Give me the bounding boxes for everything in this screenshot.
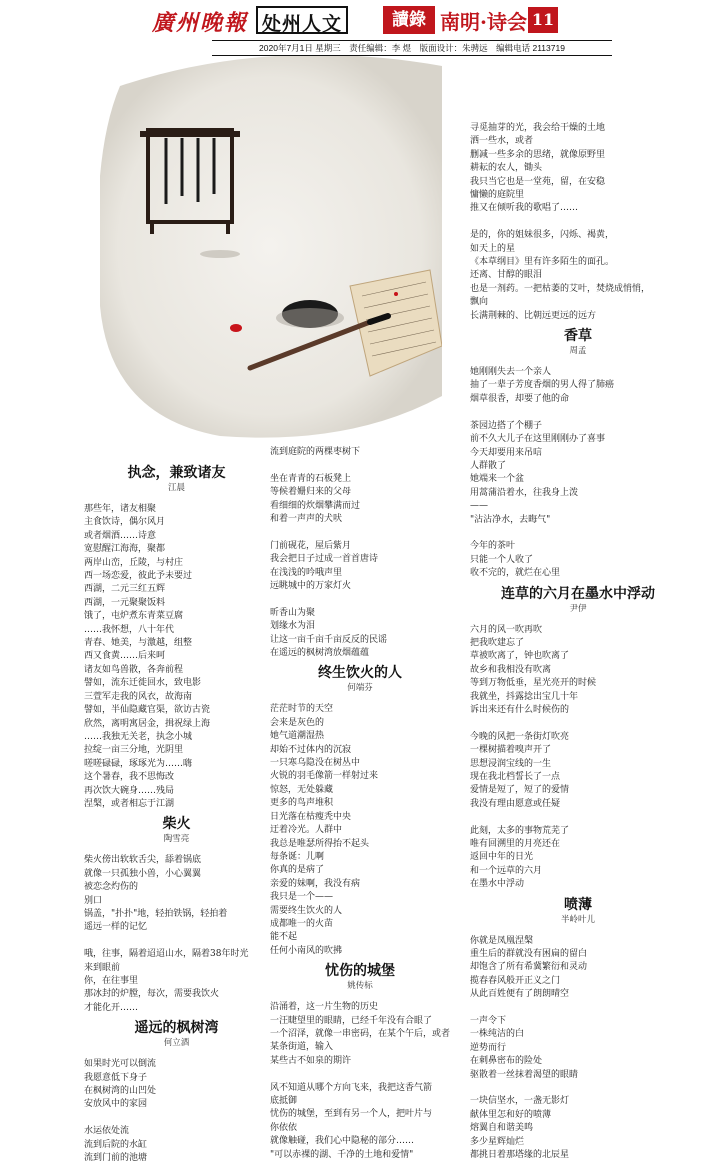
poem-line: 哦，往事，隔着迢迢山水，隔着38年时光 bbox=[84, 949, 249, 960]
poem-line: 会来是灰色的 bbox=[270, 717, 325, 728]
poem-line: 重生后的群就没有困扁的留白 bbox=[470, 949, 588, 960]
column-middle bbox=[270, 446, 450, 1162]
poem-line: 更多的鸟声堆积 bbox=[270, 798, 334, 809]
poem-line bbox=[470, 1002, 686, 1015]
poem-line: 三萱军走我的风衣，故海南 bbox=[84, 691, 193, 702]
poem-line: 返回中年的日光 bbox=[470, 852, 534, 863]
poem-line: 再次饮大碗身……残局 bbox=[84, 785, 175, 796]
poem-line: 某些古不如泉的期许 bbox=[270, 1055, 352, 1066]
column-left bbox=[84, 460, 269, 1162]
poem-line bbox=[470, 1082, 686, 1095]
poem-line: 故乡和我相没有吹离 bbox=[470, 664, 552, 675]
poem-line: 拉绽一亩三分地，光阴里 bbox=[84, 745, 184, 756]
masthead bbox=[0, 0, 708, 40]
poem-line: 水运依处流 bbox=[84, 1126, 130, 1137]
poem-title-penbo: 喷薄 bbox=[564, 896, 592, 913]
poem-line: 思想浸润宝线的一生 bbox=[470, 758, 552, 769]
poem-line: 一块信坚水，一盏无影灯 bbox=[470, 1096, 570, 1107]
poem-line: 六月的风一吹再吹 bbox=[470, 624, 543, 635]
poem-line: 此刻，太多的事物荒芜了 bbox=[470, 825, 570, 836]
poem-line: 能不起 bbox=[270, 932, 298, 943]
poem-line bbox=[470, 406, 686, 419]
poem-line: 某条街道，输入 bbox=[270, 1042, 334, 1053]
poem-line: 流到庭院的两棵枣树下 bbox=[270, 447, 361, 457]
poem-line: 看细细的炊烟攀满而过 bbox=[270, 500, 361, 511]
poem-line: 长满荆棘的、比朝远更远的远方 bbox=[470, 310, 597, 321]
poem-line: 诉出来还有什么时候伤的 bbox=[470, 704, 570, 715]
poem-line: 飘向 bbox=[470, 297, 489, 308]
poem-line: 划缘水为泪 bbox=[270, 621, 316, 632]
poem-body bbox=[84, 854, 269, 1015]
poem-line: 一只寒乌隐没在树丛中 bbox=[270, 758, 361, 769]
poem-line: 多少星辉灿烂 bbox=[470, 1136, 525, 1147]
poem-line: 任何小南风的吹拂 bbox=[270, 945, 343, 956]
poem-line: 把我吹建忘了 bbox=[470, 637, 525, 648]
poem-line: 才能化开…… bbox=[84, 1002, 139, 1013]
poem-line bbox=[270, 526, 450, 539]
poem-line: 和一个远草的六月 bbox=[470, 865, 543, 876]
poem-line bbox=[84, 1112, 269, 1125]
poem-body bbox=[270, 1001, 450, 1162]
poem-line: 你就是凤凰涅槃 bbox=[470, 935, 534, 946]
poem-line: 献体里怎和好的喷薄 bbox=[470, 1109, 552, 1120]
poem-line: 收不完的，就烂在心里 bbox=[470, 568, 561, 579]
ink-painting-illustration bbox=[100, 56, 442, 438]
poem-line: 驱散着一丝抹着渴望的眼睛 bbox=[470, 1069, 579, 1080]
poem-line: 今天却要用来吊唁 bbox=[470, 447, 543, 458]
poem-line: 却饱含了所有希冀繁衍和灵动 bbox=[470, 962, 588, 973]
poem-author-chaihuo: 陶雪亮 bbox=[163, 834, 190, 845]
poem-body bbox=[84, 1058, 269, 1162]
poem-line: 我就坐，抖露捻出宝几十年 bbox=[470, 691, 579, 702]
poem-line: 我愿意低下身子 bbox=[84, 1072, 148, 1083]
poem-line: 却始不过体内的沉寂 bbox=[270, 744, 352, 755]
poem-line: 你真的是病了 bbox=[270, 865, 325, 876]
newspaper-logo: 廣州晚報 bbox=[152, 10, 249, 36]
poem-line: 揽春春风般开正义之门 bbox=[470, 975, 561, 986]
poem-line: 风不知道从哪个方向飞来，我把这香气箭 bbox=[270, 1082, 433, 1093]
poem-line: 宽慰醒江海海，聚都 bbox=[84, 544, 166, 555]
poem-line: 用蒿蒲沿着水，往我身上泼 bbox=[470, 487, 579, 498]
poem-line: 日光落在枯瘦秃中央 bbox=[270, 811, 352, 822]
poem-line: 嗟嗟碌碌，琢琢光为……嗨 bbox=[84, 758, 193, 769]
poem-line: 流到后院的水缸 bbox=[84, 1139, 148, 1150]
poem-line: 耕耘的农人，锄头 bbox=[470, 163, 543, 174]
poem-title-zhinian: 执念，兼致诸友 bbox=[127, 465, 226, 481]
poem-line: 在枫树湾的山凹处 bbox=[84, 1086, 157, 1097]
poem-line: 一棵树描着嗅声开了 bbox=[470, 745, 552, 756]
poem-body bbox=[470, 122, 686, 323]
poem-line: 坐在青青的石板凳上 bbox=[270, 473, 352, 484]
poem-line: 柴火傍出软软舌尖，舔着锅底 bbox=[84, 855, 202, 866]
poem-line: "沾沾净水，去晦气" bbox=[470, 514, 551, 525]
poem-title-chaihuo: 柴火 bbox=[162, 816, 191, 833]
poem-line: 她气道潮湿热 bbox=[270, 731, 325, 742]
poem-line: 我总是唯瑟所得抬不起头 bbox=[270, 838, 370, 849]
poem-line: 惊怒，无处躲藏 bbox=[270, 784, 334, 795]
poem-line: 你依依 bbox=[270, 1122, 298, 1133]
poem-line: 那冰封的炉膛，每次，需要我饮火 bbox=[84, 989, 220, 1000]
poem-author-fengshuwan: 何立酒 bbox=[163, 1038, 190, 1049]
poem-line: 每条诞：儿啊 bbox=[270, 851, 325, 862]
poem-line: 茶园边搭了个棚子 bbox=[470, 420, 543, 431]
poem-line: 是的，你的姐妹很多，闪烁、褐黄， bbox=[470, 230, 615, 241]
poem-line: 两岸山峦，丘陵，与村庄 bbox=[84, 557, 184, 568]
poem-author-chengbao: 姚传标 bbox=[347, 981, 373, 992]
poem-line: 从此百姓便有了朗朗晴空 bbox=[470, 989, 570, 1000]
poem-line: 我没有理由愿意或任疑 bbox=[470, 798, 561, 809]
poem-line: 等到万物低垂，星光亮开的时候 bbox=[470, 678, 597, 689]
poem-body bbox=[270, 446, 450, 660]
poem-line: 我会把日子过成一首首唐诗 bbox=[270, 554, 379, 565]
poem-line: 在墨水中浮动 bbox=[470, 879, 525, 890]
poem-line bbox=[84, 935, 269, 948]
poem-line: 西一场恋爱，彼此予未要过 bbox=[84, 571, 193, 582]
poem-line: 远眺城中的万家灯火 bbox=[270, 581, 352, 592]
poem-line: 成都唯一的火苗 bbox=[270, 918, 334, 929]
poem-body bbox=[470, 624, 686, 892]
poem-title-fengshuwan: 遥远的枫树湾 bbox=[134, 1020, 219, 1037]
poem-line: 她刚刚失去一个亲人 bbox=[470, 367, 552, 378]
poem-line: 茫茫时节的天空 bbox=[270, 704, 334, 715]
poem-line: 我只当它也是一堂苑，留，在安稳 bbox=[470, 176, 606, 187]
poem-line: 都挑日着那塔缘的北辰星 bbox=[470, 1150, 570, 1161]
poem-line: 诸友如鸟兽散，各奔前程 bbox=[84, 664, 184, 675]
poem-line: 或者烟酒……诗意 bbox=[84, 530, 157, 541]
poem-line: 西湖，一元聚聚饭料 bbox=[84, 597, 166, 608]
poem-line: 底抵御 bbox=[270, 1096, 298, 1106]
poem-line: 青春、她美，与激越，组整 bbox=[84, 638, 193, 649]
poem-line: 一汪睫望里的眼睛，已经千年没有合眼了 bbox=[270, 1015, 433, 1026]
poem-line: 别口 bbox=[84, 895, 103, 906]
poem-line: 等候着姗归来的父母 bbox=[270, 487, 352, 498]
poem-line: 门前砚花，屋后紫月 bbox=[270, 540, 352, 551]
poem-title-chengbao: 忧伤的城堡 bbox=[325, 963, 395, 980]
ink-painting-svg bbox=[100, 56, 442, 438]
poem-line: 一个沼泽，就像一串密码，在某个午后，或者 bbox=[270, 1028, 450, 1039]
poem-title-liuyue: 连草的六月在墨水中浮动 bbox=[501, 585, 655, 602]
poem-line: 今年的茶叶 bbox=[470, 541, 516, 552]
poem-line: 亲爱的妹啊，我没有病 bbox=[270, 878, 361, 889]
poem-body bbox=[470, 935, 686, 1162]
poem-line: 就像触碰，我们心中隐秘的部分…… bbox=[270, 1136, 415, 1147]
poem-line: 一株纯洁的白 bbox=[470, 1029, 525, 1040]
poem-line: 主食饮诗，偶尔风月 bbox=[84, 517, 166, 528]
poem-line: 就像一只孤独小兽，小心翼翼 bbox=[84, 868, 202, 879]
poem-line: 那些年，诸友相聚 bbox=[84, 504, 157, 514]
poem-line: 和着一声声的犬吠 bbox=[270, 514, 343, 525]
poem-line: 忧伤的城堡，至到有另一个人，把叶片与 bbox=[270, 1109, 433, 1120]
poem-line: 遥远一样的记忆 bbox=[84, 922, 148, 933]
poem-line: 需要终生饮火的人 bbox=[270, 905, 343, 916]
poem-line: 还离、甘醇的眼泪 bbox=[470, 270, 543, 281]
poem-line: 草被吹离了，钟也吹离了 bbox=[470, 651, 570, 662]
poem-line: 我只是一个—— bbox=[270, 892, 334, 903]
poem-line: 爱情是短了，短了的爱情 bbox=[470, 785, 570, 796]
poem-line bbox=[470, 527, 686, 540]
poem-body bbox=[84, 503, 269, 811]
poem-line: 《本草纲目》里有许多陌生的面孔。 bbox=[470, 257, 615, 268]
poem-line: 如果时光可以倒流 bbox=[84, 1059, 157, 1070]
poem-line: 安放风中的家园 bbox=[84, 1099, 148, 1110]
column-right bbox=[470, 122, 686, 1162]
poem-line bbox=[270, 593, 450, 606]
poem-line: 在遥远的枫树湾放烟蕴蕴 bbox=[270, 648, 370, 659]
poem-line: 沿涌着，这一片生物的历史 bbox=[270, 1002, 379, 1013]
poem-line: 你，在往事里 bbox=[84, 975, 139, 986]
poem-line bbox=[270, 1068, 450, 1081]
poem-line: 昕香山为聚 bbox=[270, 607, 316, 618]
poem-line: 涅槃，或者相忘于江湖 bbox=[84, 798, 175, 809]
poem-line: 让这一亩千亩千亩反反的民谣 bbox=[270, 634, 388, 645]
poem-title-xiangcao: 香草 bbox=[564, 328, 592, 345]
poem-line: 唯有回溯里的月亮还在 bbox=[470, 839, 561, 850]
page-title: 南明·诗会 bbox=[440, 10, 527, 34]
poem-line: "可以赤裸的湖、千净的土地和爱情" bbox=[270, 1149, 414, 1160]
poem-line bbox=[470, 216, 686, 229]
poem-line: 慵懒的庭院里 bbox=[470, 190, 525, 201]
poem-line: 譬如，流东迁徙回水，致电影 bbox=[84, 678, 202, 689]
poem-line: 迂着冷光。人群中 bbox=[270, 825, 343, 836]
poem-line: 西又食黄……后来呵 bbox=[84, 651, 166, 662]
poem-line: 一声令下 bbox=[470, 1016, 507, 1027]
poem-line: 譬如，半仙隐藏官渠，欲访古瓷 bbox=[84, 705, 211, 716]
poem-line: ……我怀想，八十年代 bbox=[84, 624, 175, 635]
poem-line bbox=[270, 459, 450, 472]
poem-line: 这个暑春，我不思悔改 bbox=[84, 772, 175, 783]
poem-line: 在浅浅的吟哦声里 bbox=[270, 567, 343, 578]
poem-line: 欣然，离明寓居金，揖祝绿上海 bbox=[84, 718, 211, 729]
poem-line: 来到眼前 bbox=[84, 962, 121, 973]
poem-line: 删减一些多余的思绪，就像原野里 bbox=[470, 149, 606, 160]
poem-line bbox=[470, 717, 686, 730]
issue-info-bar: 2020年7月1日 星期三 责任编辑：李 煜 版面设计：朱骋远 编辑电话 2113719 bbox=[212, 40, 612, 56]
poem-author-penbo: 半岭叶儿 bbox=[560, 914, 595, 925]
poem-line: 在刺鼻密布的险处 bbox=[470, 1056, 543, 1067]
poem-line: —— bbox=[470, 501, 488, 512]
poem-line: 饿了，屯炉煮东青菜豆腐 bbox=[84, 611, 184, 622]
poem-line: 推又在倾听我的歌唱了…… bbox=[470, 203, 579, 214]
page-number: 11 bbox=[528, 7, 558, 33]
poem-line: 也是一剂药。一把枯萎的艾叶，焚烧成悄悄， bbox=[470, 283, 651, 294]
poem-line: 烟草很香，却要了他的命 bbox=[470, 393, 570, 404]
poem-line: 被恋念灼伤的 bbox=[84, 882, 139, 893]
poem-author-liuyue: 尹伊 bbox=[569, 603, 587, 614]
poem-line: 她端来一个盆 bbox=[470, 474, 525, 485]
poem-line: 现在我北档誓长了一点 bbox=[470, 772, 561, 782]
poem-title-yinhuo: 终生饮火的人 bbox=[318, 665, 402, 682]
poem-line: 今晚的风把一条街灯吹亮 bbox=[470, 731, 570, 742]
poem-line: 人群散了 bbox=[470, 460, 507, 471]
poem-line: 流到门前的池塘 bbox=[84, 1153, 148, 1162]
poem-line: 逆势而行 bbox=[470, 1042, 507, 1053]
poem-line: 西湖，二元三红五辉 bbox=[84, 584, 166, 595]
poem-line bbox=[470, 811, 686, 824]
poem-line: 寻觅抽芽的光，我会给干燥的土地 bbox=[470, 123, 606, 133]
poem-line: 只能一个人收了 bbox=[470, 554, 534, 565]
poem-author-xiangcao: 周孟 bbox=[569, 346, 587, 357]
section-stamp: 讀錄 bbox=[383, 6, 435, 34]
poem-line: 如天上的星 bbox=[470, 243, 516, 254]
poem-body bbox=[470, 366, 686, 580]
poem-line: 洒一些水，或者 bbox=[470, 136, 534, 147]
poem-line: 火锐的羽毛像箭一样射过来 bbox=[270, 771, 379, 782]
poem-line: 抽了一辈子芳度香烟的男人得了肺癌 bbox=[470, 380, 615, 391]
poem-body bbox=[270, 703, 450, 958]
poem-line: 锅盖，"扑扑"地，轻拍铁锅，轻拍着 bbox=[84, 908, 228, 919]
poem-author-zhinian: 江晨 bbox=[167, 483, 185, 493]
poem-line: 前不久大儿子在这里刚刚办了喜事 bbox=[470, 434, 606, 445]
poem-line: 熔翼自和谐美鸣 bbox=[470, 1123, 534, 1134]
section-title: 处州人文 bbox=[256, 6, 348, 34]
poem-author-yinhuo: 何端芬 bbox=[347, 683, 373, 694]
poem-line: ……我独无关老，执念小城 bbox=[84, 731, 193, 742]
